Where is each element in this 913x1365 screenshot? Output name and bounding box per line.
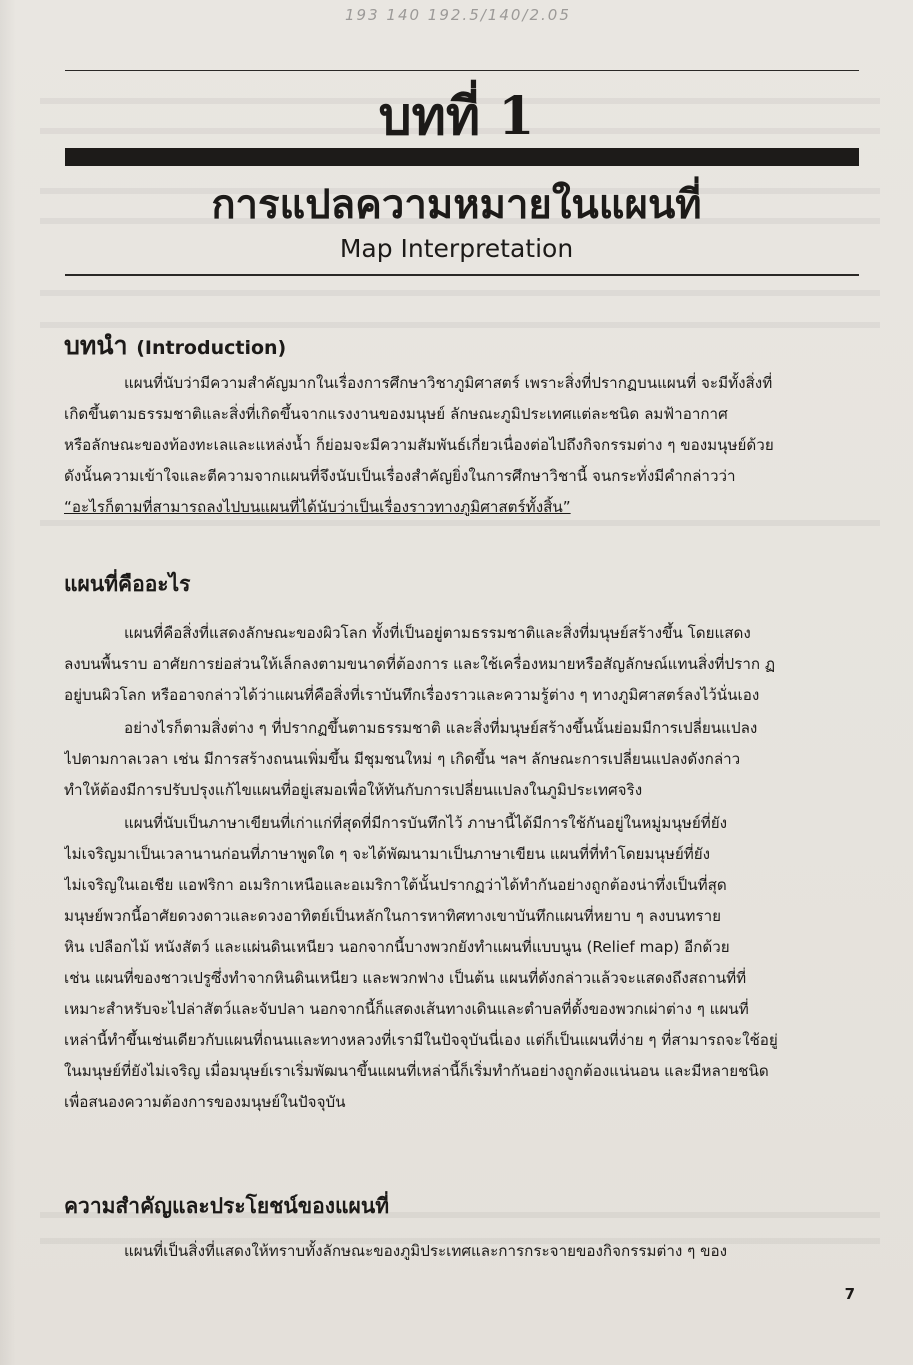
chapter-title-english: Map Interpretation [339, 234, 574, 263]
what-is-map-heading: แผนที่คืออะไร [64, 572, 191, 596]
text-line: มนุษย์พวกนี้อาศัยดวงดาวและดวงอาทิตย์เป็นหลักในการหาทิศทางเขาบันทึกแผนที่หยาบ ๆ ลงบนทราย [64, 907, 722, 925]
text-line: แผนที่นับว่ามีความสำคัญมากในเรื่องการศึกษาวิชาภูมิศาสตร์ เพราะสิ่งที่ปรากฏบนแผนที่ จะมีทั้งสิ่งที่ [124, 374, 773, 392]
importance-paragraph [64, 1236, 860, 1267]
text-line: เพื่อสนองความต้องการของมนุษย์ในปัจจุบัน [64, 1093, 346, 1111]
text-line: เช่น แผนที่ของชาวเปรูซึ่งทำจากหินดินเหนียว และพวกฟาง เป็นต้น แผนที่ดังกล่าวแล้วจะแสดงถึงสถานที่ที่ [64, 969, 747, 987]
text-line: ไปตามกาลเวลา เช่น มีการสร้างถนนเพิ่มขึ้น มีชุมชนใหม่ ๆ เกิดขึ้น ฯลฯ ลักษณะการเปลี่ยนแปลงดังกล่าว [64, 750, 741, 768]
what-is-map-paragraph-2 [64, 713, 860, 806]
text-line: หิน เปลือกไม้ หนังสัตว์ และแผ่นดินเหนียว นอกจากนี้บางพวกยังทำแผนที่แบบนูน (Relief map) อีกด้วย [64, 938, 730, 956]
chapter-number: บทที่ 1 [378, 86, 535, 147]
intro-heading-thai: บทนำ [64, 331, 128, 360]
importance-heading: ความสำคัญและประโยชน์ของแผนที่ [64, 1194, 390, 1218]
text-line: ไม่เจริญในเอเชีย แอฟริกา อเมริกาเหนือและอเมริกาใต้นั้นปรากฏว่าได้ทำกันอย่างถูกต้องน่าทึ่งเป็นที่สุด [64, 876, 727, 894]
text-line: เหมาะสำหรับจะไปล่าสัตว์และจับปลา นอกจากนี้ก็แสดงเส้นทางเดินและตำบลที่ตั้งของพวกเผ่าต่าง ๆ แผนที่ [64, 1000, 749, 1018]
page-number: 7 [844, 1285, 855, 1303]
intro-heading-english: (Introduction) [136, 337, 287, 359]
top-rule [65, 70, 859, 71]
text-line: ไม่เจริญมาเป็นเวลานานก่อนที่ภาษาพูดใด ๆ จะได้พัฒนามาเป็นภาษาเขียน แผนที่ที่ทำโดยมนุษย์ที่ยัง [64, 845, 711, 863]
text-line: หรือลักษณะของท้องทะเลและแหล่งน้ำ ก็ย่อมจะมีความสัมพันธ์เกี่ยวเนื่องต่อไปถึงกิจกรรมต่าง ๆ ของมนุษย์ด้วย [64, 436, 774, 454]
text-line: ดังนั้นความเข้าใจและตีความจากแผนที่จึงนับเป็นเรื่องสำคัญยิ่งในการศึกษาวิชานี้ จนกระทั่งมีคำกล่าวว่า [64, 467, 736, 485]
quote-line: “อะไรก็ตามที่สามารถลงไปบนแผนที่ได้นับว่าเป็นเรื่องราวทางภูมิศาสตร์ทั้งสิ้น” [64, 498, 571, 516]
text-line: แผนที่เป็นสิ่งที่แสดงให้ทราบทั้งลักษณะของภูมิประเทศและการกระจายของกิจกรรมต่าง ๆ ของ [124, 1242, 728, 1260]
text-line: ในมนุษย์ที่ยังไม่เจริญ เมื่อมนุษย์เราเริ่มพัฒนาขึ้นแผนที่เหล่านี้ก็เริ่มทำกันอย่างถูกต้องแน่นอน และมีหลายชนิด [64, 1062, 769, 1080]
text-line: ทำให้ต้องมีการปรับปรุงแก้ไขแผนที่อยู่เสมอเพื่อให้ทันกับการเปลี่ยนแปลงในภูมิประเทศจริง [64, 781, 643, 799]
chapter-title-thai: การแปลความหมายในแผนที่ [211, 181, 702, 228]
show-through-line [40, 290, 880, 296]
intro-heading [64, 326, 286, 366]
text-line: อยู่บนผิวโลก หรืออาจกล่าวได้ว่าแผนที่คือสิ่งที่เราบันทึกเรื่องราวและความรู้ต่าง ๆ ทางภูมิศาสตร์ลงไว้นั่นเอง [64, 686, 760, 704]
title-rule [65, 274, 859, 276]
chapter-bar [65, 148, 859, 166]
text-line: เกิดขึ้นตามธรรมชาติและสิ่งที่เกิดขึ้นจากแรงงานของมนุษย์ ลักษณะภูมิประเทศแต่ละชนิด ลมฟ้าอากาศ [64, 405, 728, 423]
what-is-map-paragraph-3 [64, 808, 860, 1118]
intro-paragraph [64, 368, 860, 523]
what-is-map-paragraph-1 [64, 618, 860, 711]
text-line: ลงบนพื้นราบ อาศัยการย่อส่วนให้เล็กลงตามขนาดที่ต้องการ และใช้เครื่องหมายหรือสัญลักษณ์แทนสิ่งที่ปราก ฏ [64, 655, 776, 673]
text-line: อย่างไรก็ตามสิ่งต่าง ๆ ที่ปรากฏขึ้นตามธรรมชาติ และสิ่งที่มนุษย์สร้างขึ้นนั้นย่อมมีการเปลี่ยนแปลง [124, 719, 758, 737]
text-line: แผนที่นับเป็นภาษาเขียนที่เก่าแก่ที่สุดที่มีการบันทึกไว้ ภาษานี้ได้มีการใช้กันอยู่ในหมู่มนุษย์ที่ยัง [124, 814, 728, 832]
pencil-note: 193 140 192.5/140/2.05 [345, 6, 571, 24]
text-line: แผนที่คือสิ่งที่แสดงลักษณะของผิวโลก ทั้งที่เป็นอยู่ตามธรรมชาติและสิ่งที่มนุษย์สร้างขึ้น โดยแสดง [124, 624, 751, 642]
text-line: เหล่านี้ทำขึ้นเช่นเดียวกับแผนที่ถนนและทางหลวงที่เรามีในปัจจุบันนี่เอง แต่ก็เป็นแผนที่ง่าย ๆ ที่สามารถจะใช้อยู่ [64, 1031, 778, 1049]
